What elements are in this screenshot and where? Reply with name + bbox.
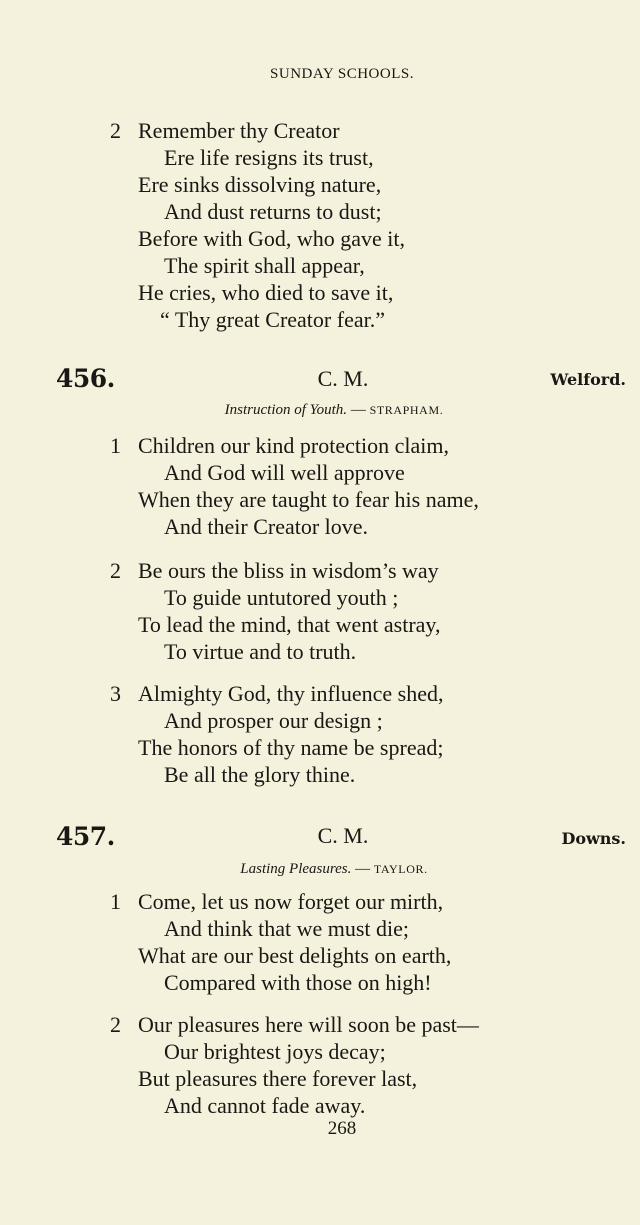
verse-line: Ere sinks dissolving nature, bbox=[138, 172, 382, 197]
verse-line: And their Creator love. bbox=[164, 514, 369, 539]
hymn-number: 456. bbox=[56, 364, 115, 393]
verse-line: Be ours the bliss in wisdom’s way bbox=[138, 558, 439, 583]
page-number: 268 bbox=[327, 1118, 357, 1139]
verse-number: 2 bbox=[110, 1012, 121, 1037]
verse-line: Compared with those on high! bbox=[164, 970, 432, 995]
hymn-meter: C. M. bbox=[317, 823, 369, 848]
verse-line: To guide untutored youth ; bbox=[164, 585, 399, 610]
verse-line: “ Thy great Creator fear.” bbox=[160, 307, 385, 332]
verse-line: And dust returns to dust; bbox=[164, 199, 382, 224]
hymn-subtitle bbox=[0, 861, 640, 878]
tune-name: Downs. bbox=[561, 829, 626, 848]
verse-line: And think that we must die; bbox=[164, 916, 410, 941]
verse-line: But pleasures there forever last, bbox=[138, 1066, 418, 1091]
verse-number: 2 bbox=[110, 118, 121, 143]
hymn-author: TAYLOR. bbox=[373, 862, 428, 876]
verse-line: He cries, who died to save it, bbox=[138, 280, 394, 305]
verse-line: Be all the glory thine. bbox=[164, 762, 356, 787]
verse-line: When they are taught to fear his name, bbox=[138, 487, 479, 512]
subtitle-dash: — bbox=[351, 861, 374, 877]
subtitle-dash: — bbox=[347, 402, 370, 418]
verse-line: Before with God, who gave it, bbox=[138, 226, 405, 251]
verse-line: What are our best delights on earth, bbox=[138, 943, 452, 968]
verse-number: 3 bbox=[110, 681, 121, 706]
verse-line: The spirit shall appear, bbox=[164, 253, 365, 278]
verse-number: 2 bbox=[110, 558, 121, 583]
verse-line: Almighty God, thy influence shed, bbox=[138, 681, 444, 706]
verse-line: Come, let us now forget our mirth, bbox=[138, 889, 444, 914]
verse-line: And God will well approve bbox=[164, 460, 405, 485]
hymn-number: 457. bbox=[56, 822, 115, 851]
verse-number: 1 bbox=[110, 889, 121, 914]
hymn-author: STRAPHAM. bbox=[369, 403, 444, 417]
hymn-title: Instruction of Youth. bbox=[224, 402, 348, 418]
verse-line: And prosper our design ; bbox=[164, 708, 383, 733]
verse-line: And cannot fade away. bbox=[164, 1093, 366, 1118]
verse-line: Our pleasures here will soon be past— bbox=[138, 1012, 479, 1037]
running-header: SUNDAY SCHOOLS. bbox=[270, 66, 414, 82]
hymn-title: Lasting Pleasures. bbox=[240, 861, 352, 877]
verse-line: Ere life resigns its trust, bbox=[164, 145, 374, 170]
verse-line: Children our kind protection claim, bbox=[138, 433, 449, 458]
verse-line: Our brightest joys decay; bbox=[164, 1039, 386, 1064]
verse-line: The honors of thy name be spread; bbox=[138, 735, 444, 760]
verse-number: 1 bbox=[110, 433, 121, 458]
verse-line: To virtue and to truth. bbox=[164, 639, 357, 664]
hymn-meter: C. M. bbox=[317, 366, 369, 391]
hymn-subtitle bbox=[0, 402, 640, 419]
tune-name: Welford. bbox=[550, 370, 626, 389]
verse-line: To lead the mind, that went astray, bbox=[138, 612, 441, 637]
verse-line: Remember thy Creator bbox=[138, 118, 340, 143]
